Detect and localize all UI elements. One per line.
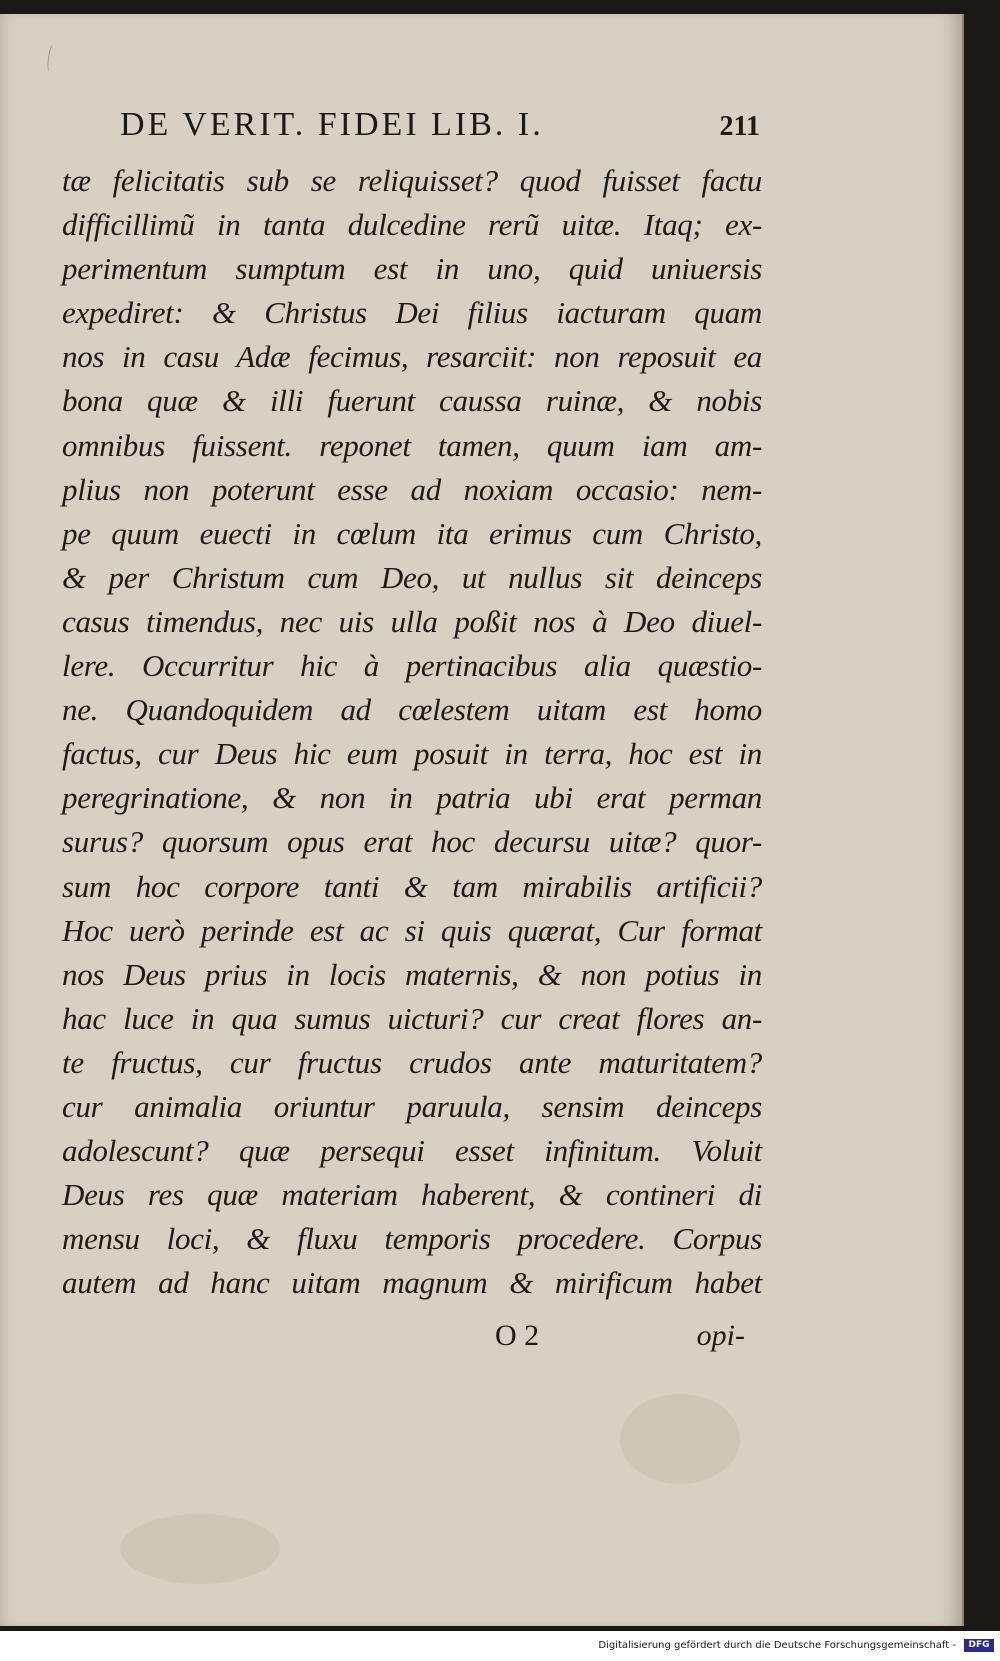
text-line: lere. Occurritur hic à pertinacibus alia quæstio-	[62, 648, 762, 684]
funding-credit: Digitalisierung gefördert durch die Deutsche Forschungsgemeinschaft -	[598, 1640, 956, 1651]
text-line: Deus res quæ materiam haberent, & contineri di	[62, 1177, 762, 1213]
text-line: omnibus fuissent. reponet tamen, quum iam am-	[62, 427, 762, 463]
pencil-mark	[46, 44, 57, 73]
text-line: casus timendus, nec uis ulla poßit nos à Deo diuel-	[62, 603, 762, 639]
credit-bar	[0, 1631, 1000, 1661]
text-line: surus? quorsum opus erat hoc decursu uitæ? quor-	[62, 824, 762, 860]
signature-mark: O 2	[495, 1319, 540, 1352]
page-footer-line	[495, 1319, 745, 1359]
paper-stain	[620, 1394, 740, 1484]
text-line: factus, cur Deus hic eum posuit in terra, hoc est in	[62, 736, 762, 772]
body-text	[62, 159, 762, 1305]
text-line: nos Deus prius in locis maternis, & non potius in	[62, 956, 762, 992]
text-line: pe quum euecti in cœlum ita erimus cum Christo,	[62, 515, 762, 551]
running-head	[120, 106, 760, 146]
text-line: autem ad hanc uitam magnum & mirificum habet	[62, 1265, 762, 1301]
dfg-logo-icon: DFG	[964, 1639, 994, 1652]
text-line: sum hoc corpore tanti & tam mirabilis artificii?	[62, 868, 762, 904]
book-page	[0, 14, 964, 1626]
text-line: te fructus, cur fructus crudos ante maturitatem?	[62, 1044, 762, 1080]
text-line: peregrinatione, & non in patria ubi erat perman	[62, 780, 762, 816]
text-line: hac luce in qua sumus uicturi? cur creat flores an-	[62, 1000, 762, 1036]
folio-number: 211	[719, 111, 760, 142]
text-line: adolescunt? quæ persequi esset infinitum. Voluit	[62, 1133, 762, 1169]
text-line: nos in casu Adæ fecimus, resarciit: non reposuit ea	[62, 339, 762, 375]
catchword: opi-	[696, 1319, 745, 1352]
text-line: perimentum sumptum est in uno, quid uniuersis	[62, 251, 762, 287]
text-line: tæ felicitatis sub se reliquisset? quod fuisset factu	[62, 163, 762, 198]
text-line: Hoc uerò perinde est ac si quis quærat, Cur format	[62, 912, 762, 948]
text-line: cur animalia oriuntur paruula, sensim deinceps	[62, 1088, 762, 1124]
text-line: bona quæ & illi fuerunt caussa ruinæ, & nobis	[62, 383, 762, 419]
paper-stain	[120, 1514, 280, 1584]
text-line: ne. Quandoquidem ad cœlestem uitam est homo	[62, 692, 762, 728]
text-line: mensu loci, & fluxu temporis procedere. Corpus	[62, 1221, 762, 1257]
text-line: plius non poterunt esse ad noxiam occasio: nem-	[62, 471, 762, 507]
running-title: DE VERIT. FIDEI LIB. I.	[120, 106, 544, 143]
text-line: & per Christum cum Deo, ut nullus sit deinceps	[62, 559, 762, 595]
text-line: difficillimũ in tanta dulcedine rerũ uitæ. Itaq; ex-	[62, 207, 762, 243]
text-line: expediret: & Christus Dei filius iacturam quam	[62, 295, 762, 331]
